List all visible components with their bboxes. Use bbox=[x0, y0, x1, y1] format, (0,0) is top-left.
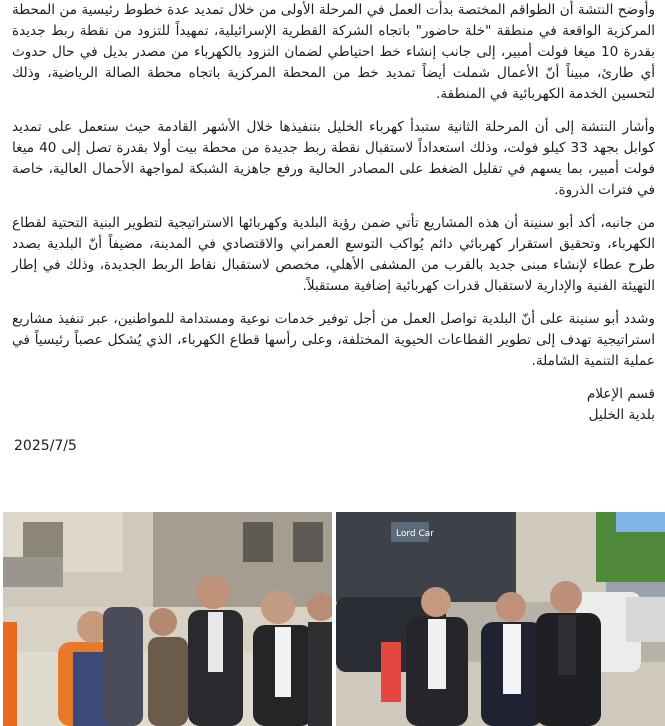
paragraph-4: وشدد أبو سنينة على أنّ البلدية تواصل العمل من أجل توفير خدمات نوعية ومستدامة للمواطنين، عبر تنفيذ مشاريع استراتيجية تهدف إلى تطوير القطاعات الحيوية المختلفة، وعلى رأسها قطاع الكهرباء، الذي يُشكل عصباً رئيسياً في عملية التنمية الشاملة. bbox=[12, 311, 655, 369]
signature-department: قسم الإعلام bbox=[586, 386, 655, 402]
paragraph-1: وأوضح النتشة أن الطواقم المختصة بدأت العمل في المرحلة الأولى من خلال تمديد عدة خطوط رئيسية من المحطة المركزية الواقعة في منطقة "خلة حاضور" باتجاه الشركة القطرية الإسرائيلية، تمهيداً للتزود من نقطة ربط جديدة بقدرة 10 ميغا فولت أمبير، إلى جانب إنشاء خط احتياطي لضمان التزود بالكهرباء من مصدر بديل في حال حدوث أي طارئ، مبيناً أنّ الأعمال شملت أيضاً تمديد خط من المحطة المركزية باتجاه محطة الصالة الرياضية، وذلك لتحسين الخدمة الكهربائية في المنطقة. bbox=[12, 2, 655, 102]
post-date: 2025/7/5 bbox=[14, 438, 77, 454]
street-site-visit-photo-left[interactable] bbox=[3, 512, 332, 726]
street-site-visit-photo-right[interactable] bbox=[336, 512, 665, 726]
paragraph-2: وأشار النتشة إلى أن المرحلة الثانية ستبدأ كهرباء الخليل بتنفيذها خلال الأشهر القادمة حيث ستعمل على تمديد كوابل بجهد 33 كيلو فولت، وذلك استعداداً لاستقبال نقطة ربط جديدة من محطة بيت أولا بقدرة تصل إلى 40 ميغا فولت أمبير، بما يسهم في تقليل الضغط على المصادر الحالية ورفع جاهزية الشبكة لمواجهة الأحمال العالية، خاصة في فترات الذروة. bbox=[12, 119, 656, 198]
paragraph-3: من جانبه، أكد أبو سنينة أن هذه المشاريع تأتي ضمن رؤية البلدية وكهربائها الاستراتيجية لتطوير البنية التحتية لقطاع الكهرباء، وتحقيق استقرار كهربائي دائم يُواكب التوسع العمراني والاقتصادي في المدينة، مضيفاً أنّ البلدية بصدد طرح عطاء لإنشاء مبنى جديد بالقرب من المشفى الأهلي، مخصص لاستقبال نقاط الربط الجديدة، وذلك في إطار التهيئة الفنية والإدارية لاستقبال قدرات كهربائية إضافية مستقبلاً. bbox=[12, 215, 655, 294]
photo-grid bbox=[0, 512, 665, 726]
signature-municipality: بلدية الخليل bbox=[588, 407, 655, 423]
lord-car-sign: Lord Car bbox=[396, 529, 434, 539]
